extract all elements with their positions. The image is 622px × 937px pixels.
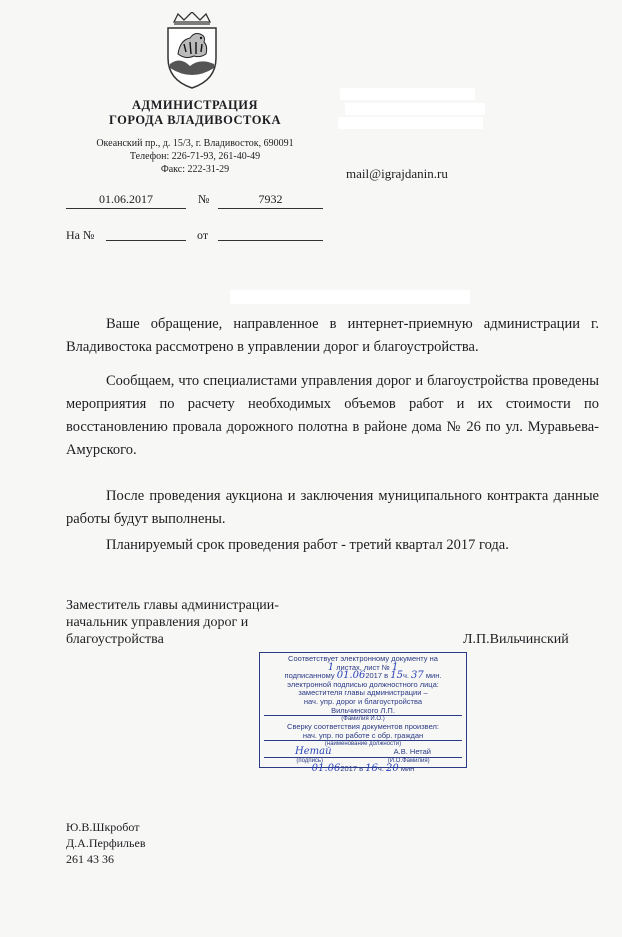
body-paragraph-4: Планируемый срок проведения работ - третий квартал 2017 года.	[106, 537, 509, 553]
stamp-line: заместителя главы администрации –	[298, 688, 428, 698]
document-number: 7932	[218, 192, 323, 209]
vladivostok-coat-of-arms-icon	[160, 12, 224, 90]
stamp-caption: (Фамилия И.О.)	[264, 715, 462, 723]
stamp-caption: (подпись) (И.О.Фамилия)	[264, 757, 462, 765]
recipient-email: mail@igrajdanin.ru	[346, 166, 448, 181]
reference-date-label: от	[197, 228, 209, 242]
executor-phone: 261 43 36	[66, 852, 114, 866]
org-fax: Факс: 222-31-29	[160, 164, 230, 175]
executor-2: Д.А.Перфильев	[66, 836, 146, 850]
redaction-block	[230, 290, 470, 304]
signer-title-line2: начальник управления дорог и	[66, 615, 249, 630]
org-name-line2: ГОРОДА ВЛАДИВОСТОКА	[108, 113, 282, 127]
stamp-handwritten-signature: Нетай	[295, 746, 332, 758]
stamp-line: нач. упр. дорог и благоустройства	[303, 696, 423, 706]
redaction-block	[340, 88, 475, 100]
reference-date-blank	[218, 240, 323, 241]
stamp-line: подписанному 01.062017 в 15ч. 37 мин.	[284, 670, 442, 682]
redaction-block	[338, 117, 483, 129]
stamp-line: Соответствует электронному документу на	[288, 654, 438, 663]
signer-title-line3: благоустройства	[66, 632, 164, 647]
stamp-line: электронной подписью должностного лица:	[287, 679, 439, 689]
signer-title-line1: Заместитель главы администрации-	[66, 598, 279, 613]
stamp-line: Нетай А.В. Нетай	[295, 746, 431, 758]
executor-1: Ю.В.Шкробот	[66, 820, 140, 834]
body-paragraph-2: Сообщаем, что специалистами управления дорог и благоустройства проведены мероприятия по расчету необходимых объемов работ и их стоимости по восстановлению провала дорожного полотна в районе дома № 26 по ул. Муравьева-Амурского.	[66, 373, 599, 458]
reference-number-blank	[106, 240, 186, 241]
stamp-line: Вильчинского Л.П.	[331, 705, 395, 715]
stamp-caption: (наименование должности)	[264, 740, 462, 748]
stamp-line: 01.062017 в 16ч. 20 мин	[311, 762, 415, 774]
body-paragraph-1: Ваше обращение, направленное в интернет-приемную администрации г. Владивостока рассмотрено в управлении дорог и благоустройства.	[66, 316, 599, 355]
stamp-line: Сверку соответствия документов произвел:	[287, 722, 439, 732]
stamp-line: нач. упр. по работе с обр. граждан	[302, 730, 424, 740]
number-sign: №	[198, 192, 210, 206]
body-paragraph-3: После проведения аукциона и заключения муниципального контракта данные работы будут выполнены.	[66, 488, 599, 527]
redaction-block	[345, 103, 485, 115]
org-phone: Телефон: 226-71-93, 261-40-49	[129, 151, 261, 162]
org-name-line1: АДМИНИСТРАЦИЯ	[132, 98, 258, 112]
signer-name: Л.П.Вильчинский	[463, 632, 569, 647]
org-address: Океанский пр., д. 15/3, г. Владивосток, 690091	[96, 138, 294, 149]
reference-number-label: На №	[66, 228, 95, 242]
stamp-line: 1 листах, лист № 1	[327, 661, 399, 673]
certification-stamp	[259, 652, 467, 774]
document-date: 01.06.2017	[66, 192, 186, 209]
